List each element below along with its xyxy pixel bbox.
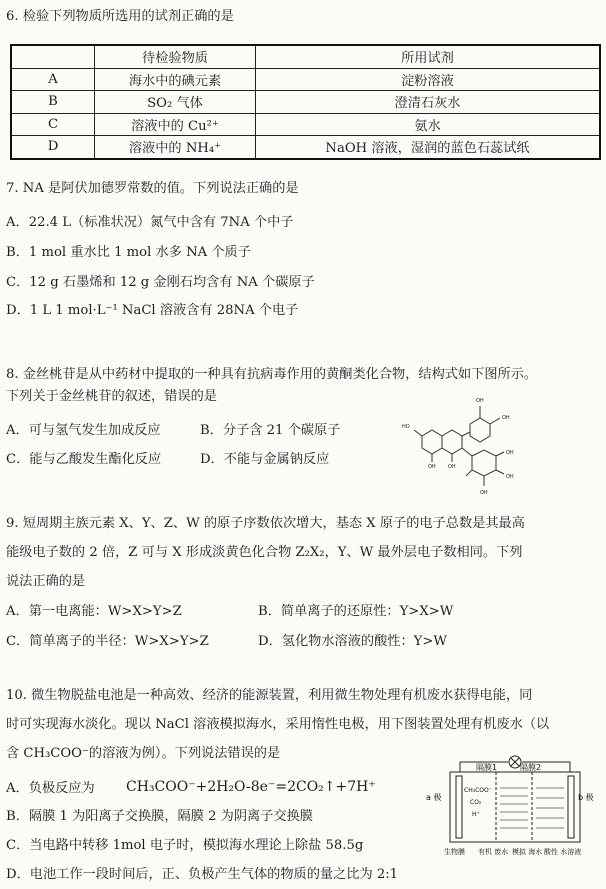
q9-option-b: B．简单离子的还原性：Y>X>W	[258, 604, 454, 619]
q9-option-c: C．简单离子的半径：W>X>Y>Z	[6, 634, 209, 649]
table-cell: D	[11, 136, 95, 159]
structure-label: HO	[402, 424, 410, 430]
structure-label: OH	[428, 464, 436, 470]
q9-stem-line3: 说法正确的是	[6, 574, 86, 589]
q9-option-d: D．氢化物水溶液的酸性：Y>W	[258, 634, 447, 649]
q7-option-d: D．1 L 1 mol·L⁻¹ NaCl 溶液含有 28NA 个电子	[6, 303, 299, 318]
q7-stem: 7. NA 是阿伏加德罗常数的值。下列说法正确的是	[6, 181, 299, 196]
q8-stem-line2: 下列关于金丝桃苷的叙述，错误的是	[6, 389, 217, 404]
table-cell: 海水中的碘元素	[95, 68, 256, 91]
ion-label: CH₃COO⁻	[464, 787, 492, 794]
table-row	[11, 91, 600, 114]
table-row	[11, 45, 600, 68]
table-header-cell	[11, 45, 95, 68]
q6-stem: 6. 检验下列物质所选用的试剂正确的是	[6, 9, 234, 24]
diagram-caption: 酸性 水溶液	[544, 848, 582, 856]
q8-stem-line1: 8. 金丝桃苷是从中药材中提取的一种具有抗病毒作用的黄酮类化合物，结构式如下图所示。	[6, 367, 538, 382]
q9-option-a: A．第一电离能：W>X>Y>Z	[6, 604, 182, 619]
q8-option-c: C．能与乙酸发生酯化反应	[6, 452, 162, 467]
diagram-caption: 有机 废水	[478, 848, 509, 856]
table-cell: B	[11, 91, 95, 114]
q9-stem-line2: 能级电子数的 2 倍，Z 可与 X 形成淡黄色化合物 Z₂X₂，Y、W 最外层电子数相同。下列	[6, 545, 523, 560]
q8-option-b: B．分子含 21 个碳原子	[200, 423, 341, 438]
q10-option-a-equation: CH₃COO⁻+2H₂O-8e⁻=2CO₂↑+7H⁺	[126, 779, 376, 795]
structure-label: OH	[506, 474, 514, 480]
membrane-2-label: 隔膜2	[520, 763, 542, 772]
table-cell: SO₂ 气体	[95, 91, 256, 114]
table-cell: C	[11, 113, 95, 136]
q10-stem-line2: 时可实现海水淡化。现以 NaCl 溶液模拟海水，采用惰性电极，用下图装置处理有机废水（以	[6, 717, 550, 732]
table-row	[11, 113, 600, 136]
table-header-cell: 待检验物质	[95, 45, 256, 68]
table-row	[11, 68, 600, 91]
diagram-caption: 模拟 海水	[512, 848, 543, 856]
table-cell: 溶液中的 NH₄⁺	[95, 136, 256, 159]
membrane-1-label: 隔膜1	[476, 763, 498, 772]
table-cell: 氨水	[256, 113, 601, 136]
q10-stem-line1: 10. 微生物脱盐电池是一种高效、经济的能源装置，利用微生物处理有机废水获得电能，同	[6, 688, 533, 703]
q10-option-d: D．电池工作一段时间后，正、负极产生气体的物质的量之比为 2:1	[6, 867, 399, 882]
q9-stem-line1: 9. 短周期主族元素 X、Y、Z、W 的原子序数依次增大，基态 X 原子的电子总数是其最高	[6, 516, 525, 531]
structure-label: OH	[448, 464, 456, 470]
q7-option-a: A．22.4 L（标准状况）氮气中含有 7NA 个中子	[6, 215, 294, 230]
q8-option-d: D．不能与金属钠反应	[200, 452, 330, 467]
table-cell: NaOH 溶液，湿润的蓝色石蕊试纸	[256, 136, 601, 159]
structure-label: OH	[480, 490, 488, 496]
q10-option-b: B．隔膜 1 为阳离子交换膜，隔膜 2 为阴离子交换膜	[6, 809, 313, 824]
hyperoside-structure-diagram	[396, 392, 556, 498]
table-cell: 淀粉溶液	[256, 68, 601, 91]
ion-label: CO₂	[470, 799, 482, 806]
q10-stem-line3: 含 CH₃COO⁻的溶液为例）。下列说法错误的是	[6, 746, 281, 761]
structure-label: OH	[502, 415, 510, 421]
q10-option-a: A．负极反应为	[6, 781, 95, 796]
q7-option-b: B．1 mol 重水比 1 mol 水多 NA 个质子	[6, 245, 251, 260]
q7-option-c: C．12 g 石墨烯和 12 g 金刚石均含有 NA 个碳原子	[6, 275, 315, 290]
reagent-table	[10, 44, 601, 160]
table-cell: 澄清石灰水	[256, 91, 601, 114]
ion-label: H⁺	[472, 811, 480, 818]
structure-label: OH	[506, 450, 514, 456]
diagram-caption: 生物膜	[444, 848, 465, 856]
electrode-b-label: b 极	[578, 793, 594, 802]
electrode-a-label: a 极	[426, 793, 442, 802]
q8-option-a: A．可与氢气发生加成反应	[6, 423, 161, 438]
q10-option-c: C．当电路中转移 1mol 电子时，模拟海水理论上除盐 58.5g	[6, 838, 364, 853]
table-cell: 溶液中的 Cu²⁺	[95, 113, 256, 136]
table-row	[11, 136, 600, 159]
battery-cell-diagram	[420, 748, 600, 860]
structure-label: OH	[476, 398, 484, 404]
table-cell: A	[11, 68, 95, 91]
table-header-cell: 所用试剂	[256, 45, 601, 68]
